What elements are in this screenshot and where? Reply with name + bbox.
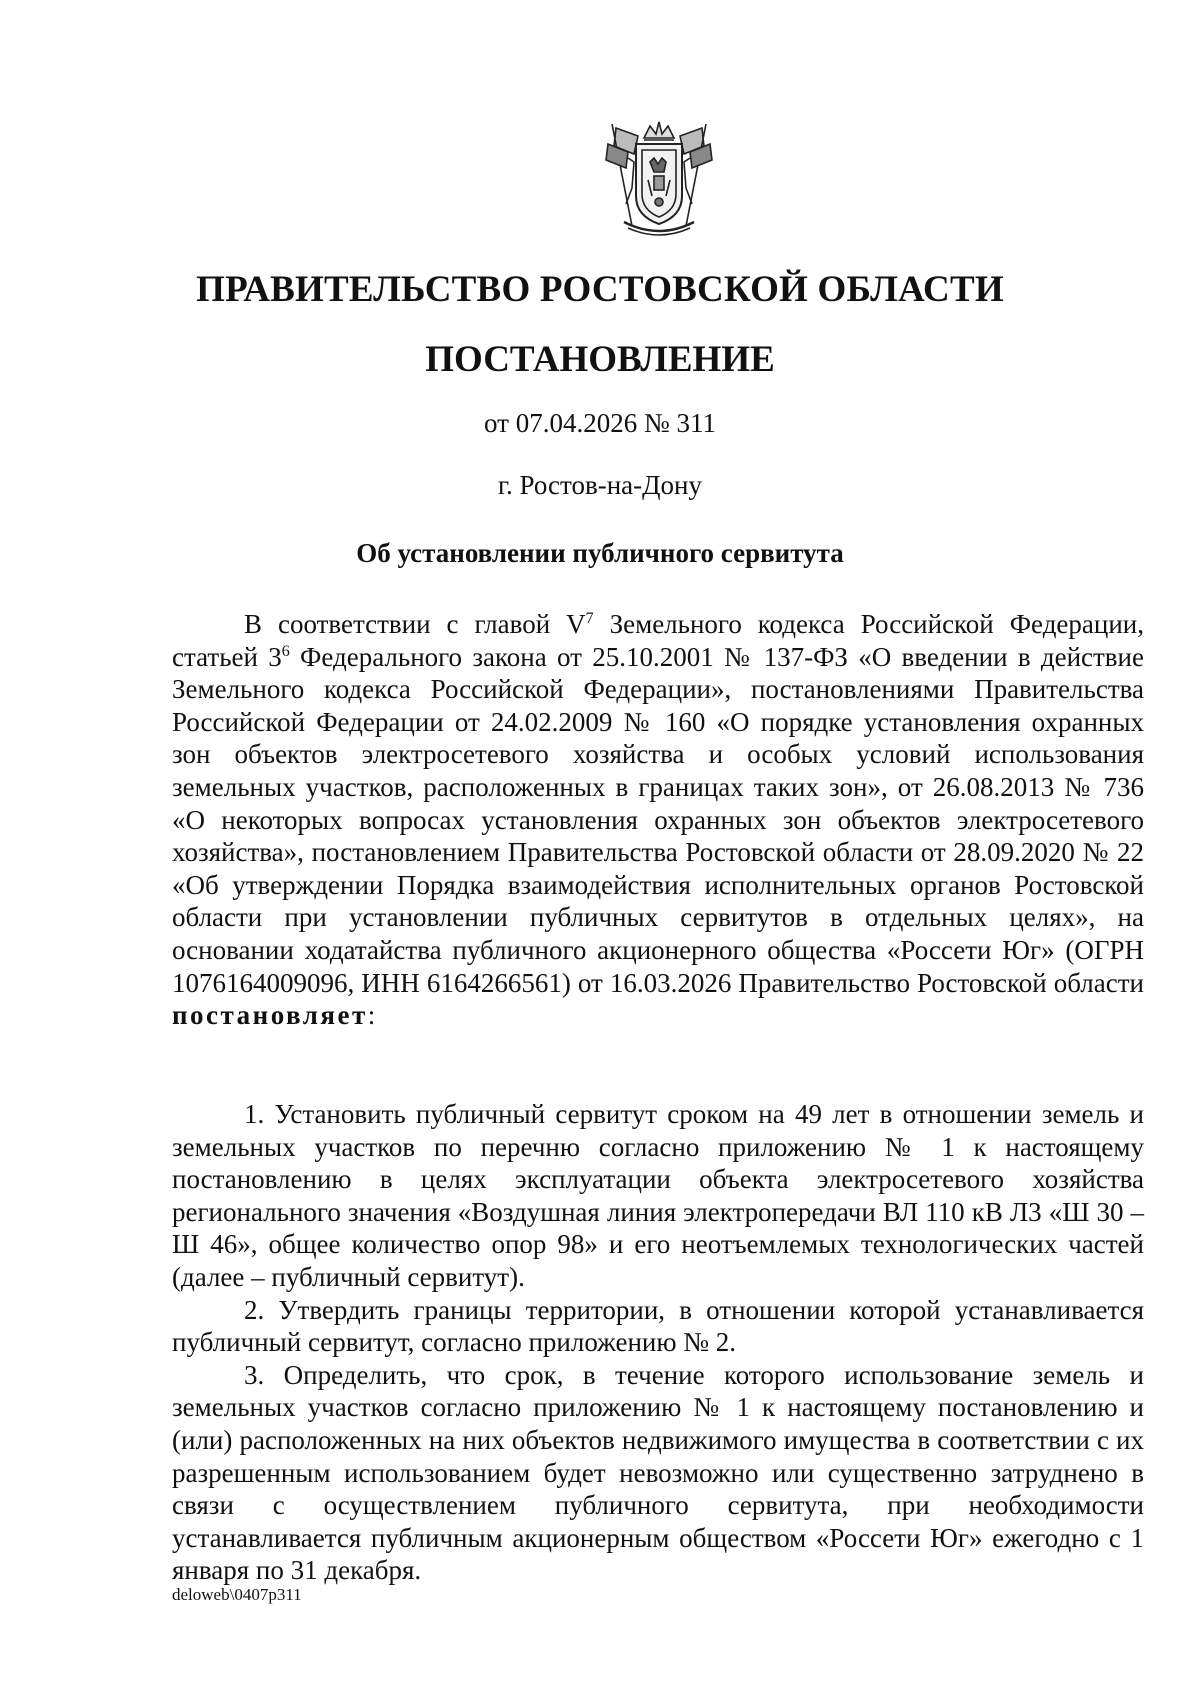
decree-item-2: 2. Утвердить границы территории, в отношении которой устанавливается публичный сервитут, согласно приложению № 2.	[172, 1294, 1144, 1358]
decree-item-1: 1. Установить публичный сервитут сроком на 49 лет в отношении земель и земельных участков по перечню согласно приложению № 1 к настоящему постановлению в целях эксплуатации объекта электросетевого хозяйства регионального значения «Воздушная линия электропередачи ВЛ 110 кВ Л3 «Ш 30 – Ш 46», общее количество опор 98» и его неотъемлемых технологических частей (далее – публичный сервитут).	[172, 1099, 1144, 1292]
organization-title: ПРАВИТЕЛЬСТВО РОСТОВСКОЙ ОБЛАСТИ	[196, 269, 1004, 310]
chapter-superscript: 7	[585, 610, 594, 627]
decree-item-3: 3. Определить, что срок, в течение которого использование земель и земельных участков согласно приложению № 1 к настоящему постановлению и (или) расположенных на них объектов недвижимого имущества в соответствии с их разрешенным использованием будет невозможно или существенно затруднено в связи с осуществлением публичного сервитута, при необходимости устанавливается публичным акционерным обществом «Россети Юг» ежегодно с 1 января по 31 декабря.	[172, 1359, 1144, 1586]
preamble-paragraph	[172, 608, 1144, 1032]
decree-items	[172, 1098, 1144, 1587]
preamble	[172, 608, 1144, 1032]
preamble-text-part-2: Земельного кодекса Российской Федерации, статьей 3	[172, 609, 1144, 672]
coat-of-arms-icon	[598, 118, 720, 240]
document-place: г. Ростов-на-Дону	[497, 470, 702, 500]
preamble-text-part-3: Федерального закона от 25.10.2001 № 137-ФЗ «О введении в действие Земельного кодекса Российской Федерации», постановлениями Правительства Российской Федерации от 24.02.2009 № 160 «О порядке установления охранных зон объектов электросетевого хозяйства и особых условий использования земельных участков, расположенных в границах таких зон», от 26.08.2013 № 736 «О некоторых вопросах установления охранных зон объектов электросетевого хозяйства», постановлением Правительства Ростовской области от 28.09.2020 № 22 «Об утверждении Порядка взаимодействия исполнительных органов Ростовской области при установлении публичных сервитутов в отдельных целях», на основании ходатайства публичного акционерного общества «Россети Юг» (ОГРН 1076164009096, ИНН 6164266561) от 16.03.2026 Правительство Ростовской области	[172, 641, 1144, 998]
document-subject: Об установлении публичного сервитута	[356, 538, 844, 568]
document-type-title: ПОСТАНОВЛЕНИЕ	[425, 339, 775, 380]
article-superscript: 6	[281, 642, 290, 660]
document-footer-code: deloweb\0407p311	[172, 1585, 302, 1604]
decree-word: постановляет	[172, 1000, 368, 1031]
decree-colon: :	[367, 1000, 376, 1031]
preamble-text-part-1: В соответствии с главой V	[244, 609, 586, 639]
document-date-number: от 07.04.2026 № 311	[484, 408, 716, 438]
